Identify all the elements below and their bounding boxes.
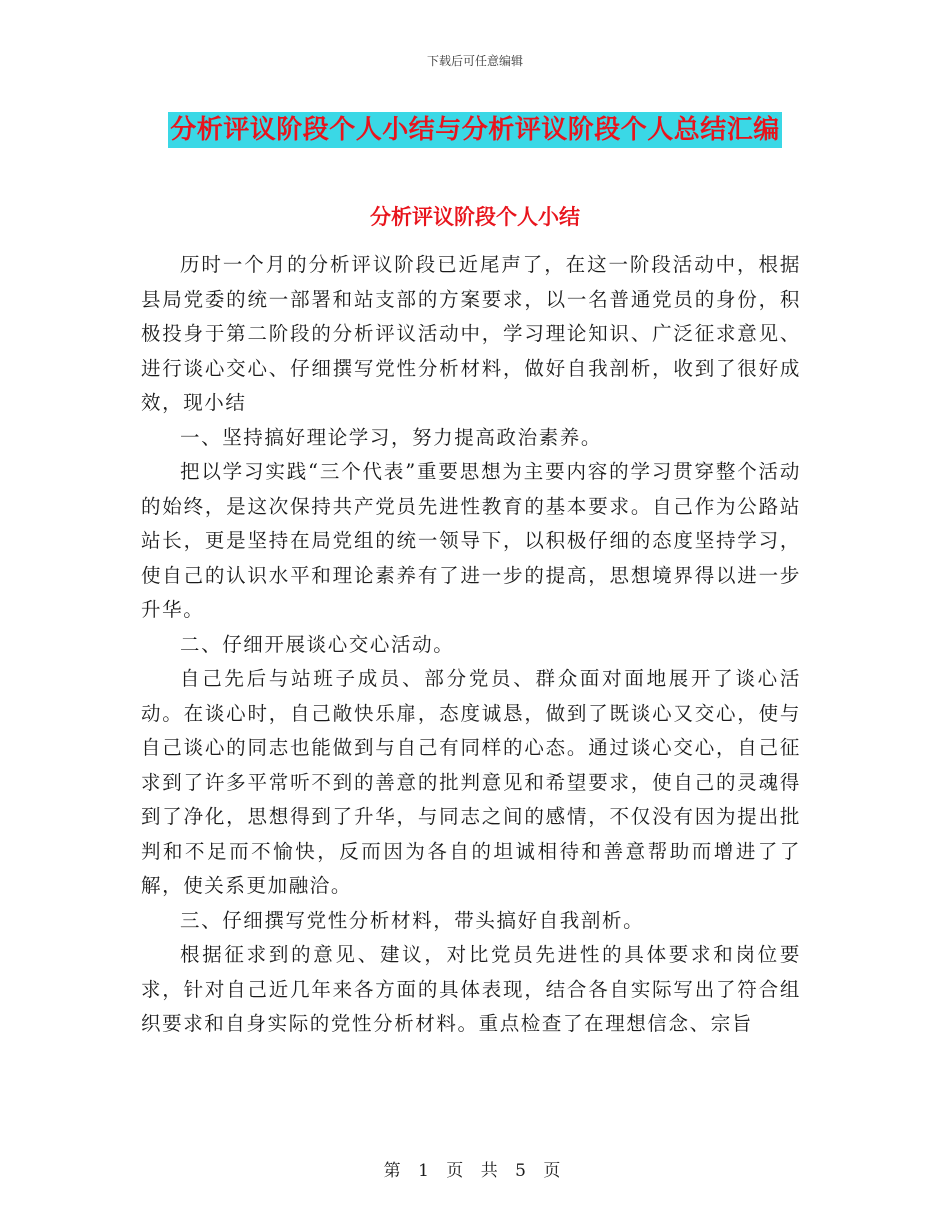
paragraph: 一、坚持搞好理论学习，努力提高政治素养。 — [180, 425, 603, 449]
page-footer-pagination: 第 1 页 共 5 页 — [383, 1161, 567, 1181]
page-header-note: 下载后可任意编辑 — [426, 54, 523, 68]
main-title-container — [0, 112, 950, 148]
paragraph: 根据征求到的意见、建议，对比党员先进性的具体要求和岗位要求，针对自己近几年来各方面的具体表现，结合各自实际写出了符合组织要求和自身实际的党性分析材料。重点检查了在理想信念、宗旨 — [141, 943, 801, 1035]
section-title: 分析评议阶段个人小结 — [370, 205, 580, 229]
paragraph: 把以学习实践“三个代表”重要思想为主要内容的学习贯穿整个活动的始终，是这次保持共产党员先进性教育的基本要求。自己作为公路站站长，更是坚持在局党组的统一领导下，以积极仔细的态度坚持学习，使自己的认识水平和理论素养有了进一步的提高，思想境界得以进一步升华。 — [141, 460, 801, 621]
paragraph: 三、仔细撰写党性分析材料，带头搞好自我剖析。 — [180, 908, 645, 932]
document-title: 分析评议阶段个人小结与分析评议阶段个人总结汇编 — [168, 112, 782, 148]
document-body — [141, 248, 801, 1042]
paragraph: 历时一个月的分析评议阶段已近尾声了，在这一阶段活动中，根据县局党委的统一部署和站支部的方案要求，以一名普通党员的身份，积极投身于第二阶段的分析评议活动中，学习理论知识、广泛征求意见、进行谈心交心、仔细撰写党性分析材料，做好自我剖析，收到了很好成效，现小结 — [141, 253, 801, 414]
paragraph: 二、仔细开展谈心交心活动。 — [180, 632, 455, 656]
paragraph: 自己先后与站班子成员、部分党员、群众面对面地展开了谈心活动。在谈心时，自己敞快乐扉，态度诚恳，做到了既谈心又交心，使与自己谈心的同志也能做到与自己有同样的心态。通过谈心交心，自己征求到了许多平常听不到的善意的批判意见和希望要求，使自己的灵魂得到了净化，思想得到了升华，与同志之间的感情，不仅没有因为提出批判和不足而不愉快，反而因为各自的坦诚相待和善意帮助而增进了了解，使关系更加融洽。 — [141, 667, 801, 897]
